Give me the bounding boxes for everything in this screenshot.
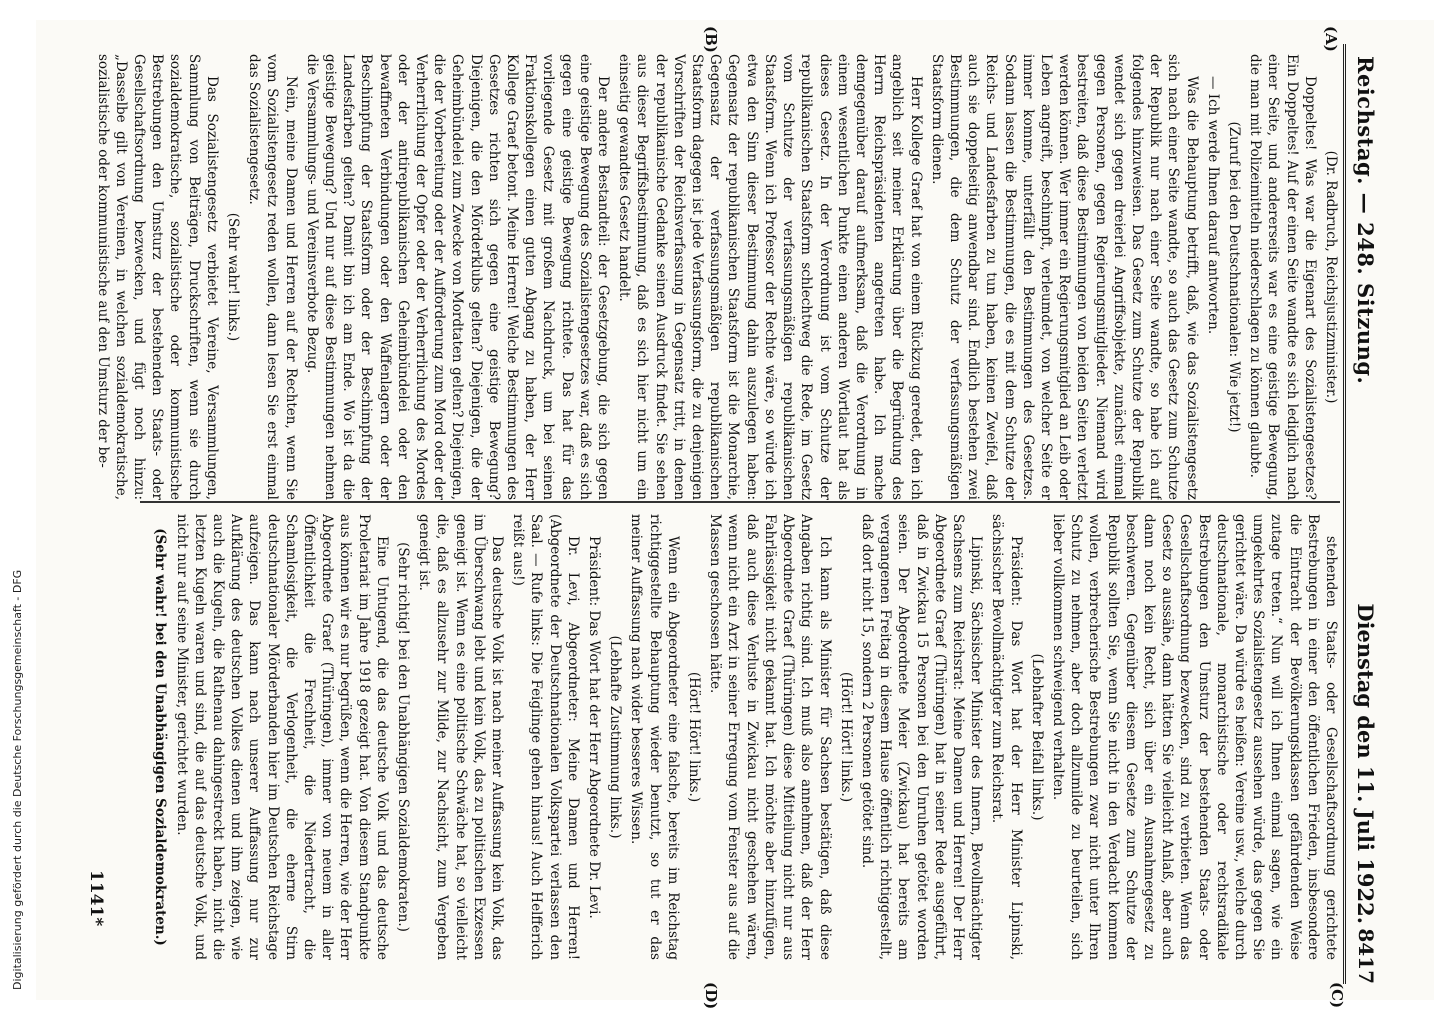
paragraph: Nein, meine Damen und Herren auf der Rechten, wenn Sie vom Sozialistengesetz reden wollen, dann lesen Sie erst einmal das Sozialistengesetz.	[246, 54, 299, 500]
header-date: Dienstag den 11. Juli 1922.	[1353, 603, 1378, 924]
interjection: (Sehr wahr! bei den Unabhängigen Sozialdemokraten.)	[152, 528, 169, 946]
column-rule	[140, 501, 1340, 503]
paragraph: Präsident: Das Wort hat der Herr Minister Lipinski, sächsischer Bevollmächtigter zum Reichsrat.	[989, 514, 1024, 960]
paragraph: Lipinski, Sächsischer Minister des Innern, Bevollmächtigter Sachsens zum Reichsrat: Meine Damen und Herren! Der Herr Abgeordnete Graef (Thüringen) hat in seiner Rede ausgeführt, daß in Zwickau 15 Personen bei den Unruhen getötet worden seien. Der Abgeordnete Meier (Zwickau) hat bereits am vergangenen Freitag in diesem Hause öffentlich richtiggestellt, daß dort nicht 15, sondern 2 Personen getötet sind.	[858, 514, 985, 960]
paragraph: Präsident: Das Wort hat der Herr Abgeordnete Dr. Levi.	[586, 536, 603, 919]
paragraph: — Ich werde Ihnen darauf antworten.	[1204, 76, 1221, 335]
page-number: 8417	[1354, 928, 1378, 984]
paragraph: Was die Behauptung betrifft, daß, wie das Sozialistengesetz sich nach einer Seite wandte, so auch das Gesetz zum Schutze der Republik nur nach einer Seite wandte, so habe ich auf folgendes hinzuweisen. Das Gesetz zum Schutze der Republik wendet sich gegen dreierlei Angriffsobjekte, zunächst einmal gegen Personen, gegen Regierungsmitglieder. Niemand wird bestreiten, daß diese Bestimmungen von beiden Seiten verletzt werden können. Wer immer ein Regierungsmitglied an Leib oder Leben angreift, beschimpft, verleumdet, von welcher Seite er immer komme, unterfällt den Bestimmungen des Gesetzes. Sodann lassen die Bestimmungen, die es mit dem Schutze der Reichs- und Landesfarben zu tun haben, keinen Zweifel, daß auch sie doppelseitig anwendbar sind. Endlich bestehen zwei Bestimmungen, die dem Schutz der verfassungsmäßigen Staatsform dienen.	[928, 54, 1200, 500]
paragraph: Doppeltes! Was war die Eigenart des Sozialistengesetzes? Ein Doppeltes! Auf der einen Seite wandte es sich lediglich nach einer Seite, und andererseits war es eine geistige Bewegung, die man mit Polizeimitteln niederschlagen zu können glaubte.	[1247, 54, 1318, 500]
header-title: Reichstag. — 248. Sitzung.	[1353, 56, 1378, 385]
left-column	[70, 54, 1340, 500]
rotated-page	[36, 20, 1396, 1009]
interjection: (Sehr wahr! links.)	[225, 212, 242, 342]
marker-d: (D)	[702, 982, 720, 1009]
interjection: (Hört! Hört! links.)	[837, 671, 854, 803]
paragraph: Der andere Bestandteil: der Gesetzgebung, die sich gegen eine geistige Bewegung des Sozialistengesetzes war, daß es sich gegen eine geistige Bewegung richtete. Das hat für das vorliegende Gesetz mit großem Nachdruck, um bei seinen Fraktionskollegen einen guten Abgang zu haben, der Herr Kollege Graef betont. Meine Herren! Welche Bestimmungen des Gesetzes richten sich gegen eine geistige Bewegung? Diejenigen, die den Mörderklubs gelten? Diejenigen, die der Geheimbündelei zum Zwecke von Mordtaten gelten? Diejenigen, die der Vorbereitung oder der Aufforderung zum Mord oder der Verherrlichung der Opfer oder der Verherrlichung des Mordes oder der antirepublikanischen Geheimbündelei oder den bewaffneten Verbindungen oder den Waffenlagern oder der Beschimpfung der Staatsform oder der Beschimpfung der Landesfarben gelten? Damit bin ich am Ende. Wo ist da die geistige Bewegung? Und nur auf diese Bestimmungen nehmen die Versammlungs- und Vereinsverbote Bezug.	[303, 54, 612, 500]
marker-b: (B)	[702, 26, 720, 53]
signature-mark: 1141*	[86, 870, 106, 927]
paragraph: Dr. Levi, Abgeordneter: Meine Damen und Herren! (Abgeordnete der Deutschnationalen Volkspartei verlassen den Saal. — Rufe links: Die Feiglinge gehen hinaus! Auch Helfferich reißt aus!)	[510, 514, 581, 960]
credit-text: Digitalisierung gefördert durch die Deutsche Forschungsgemeinschaft - DFG	[11, 569, 24, 990]
interjection: (Lebhafte Zustimmung links.)	[607, 635, 624, 839]
marker-c: (C)	[1328, 982, 1346, 1009]
interjection: (Lebhafter Beifall links.)	[1028, 653, 1045, 821]
paragraph: Wenn ein Abgeordneter eine falsche, bereits im Reichstag richtiggestellte Behauptung wieder benutzt, so tut er das meiner Auffassung nach wider besseres Wissen.	[628, 514, 681, 960]
paragraph: Herr Kollege Graef hat von einem Rückzug geredet, den ich angeblich seit meiner Erklärung über die Begründung des Herrn Reichspräsidenten angetreten habe. Ich mache demgegenüber darauf aufmerksam, daß die Verordnung in einem wesentlichen Punkte einen anderen Wortlaut hat als dieses Gesetz. In der Verordnung ist vom Schutze der republikanischen Staatsform schlechtweg die Rede, im Gesetz vom Schutze der verfassungsmäßigen republikanischen Staatsform. Wenn ich Professor der Rechte wäre, so würde ich etwa den Sinn dieser Bestimmung dahin auszulegen haben: Gegensatz der republikanischen Staatsform ist die Monarchie, Gegensatz der verfassungsmäßigen republikanischen Staatsform dagegen ist jede Verfassungsform, die zu denjenigen Vorschriften der Reichsverfassung in Gegensatz tritt, in denen der republikanische Gedanke seinen Ausdruck findet. Sie sehen aus dieser Begriffsbestimmung, daß es sich hier nicht um ein einseitig gewandtes Gesetz handelt.	[616, 54, 924, 500]
paragraph: Eine Untugend, die das deutsche Volk und das deutsche Proletariat im Jahre 1918 gezeigt hat. Von diesem Standpunkte aus können wir es nur begrüßen, wenn die Herren, wie der Herr Abgeordnete Graef (Thüringen), immer von neuem in aller Öffentlichkeit die Frechheit, die Niedertracht, die Schamlosigkeit, die Verlogenheit, die eherne Stirn deutschnationaler Mörderbanden hier im Deutschen Reichstage aufzeigen. Das kann nach unserer Auffassung nur zur Aufklärung des deutschen Volkes dienen und ihm zeigen, wie auch die Kugeln, die Rathenau dahingestreckt haben, nicht die letzten Kugeln waren und sind, die auf das deutsche Volk, und nicht nur auf seine Minister, gerichtet wurden.	[173, 514, 390, 960]
interjection: (Sehr richtig! bei den Unabhängigen Sozialdemokraten.)	[395, 542, 412, 932]
interjection: (Zuruf bei den Deutschnationalen: Wie jetzt!)	[1225, 121, 1242, 433]
newspaper-page	[36, 20, 1396, 1009]
page-header	[1343, 44, 1386, 984]
paragraph: Das deutsche Volk ist nach meiner Auffassung kein Volk, das im Überschwang lebt und kein Volk, das zu politischen Exzessen geneigt ist. Wenn es eine politische Schwäche hat, so vielleicht die, daß es allzusehr zur Milde, zur Nachsicht, zum Vergeben geneigt ist.	[416, 514, 506, 960]
right-column	[70, 514, 1340, 960]
digitization-credit	[0, 0, 36, 1000]
paragraph: Ich kann als Minister für Sachsen bestätigen, daß diese Angaben richtig sind. Ich muß also annehmen, daß der Herr Abgeordnete Graef (Thüringen) diese Mitteilung nicht nur aus Fahrlässigkeit nicht gekannt hat. Ich möchte aber hinzufügen, daß auch diese Verluste in Zwickau nicht geschehen wären, wenn nicht ein Arzt in seiner Erregung vom Fenster aus auf die Massen geschossen hätte.	[707, 514, 833, 960]
interjection: (Hört! Hört! links.)	[686, 671, 703, 803]
marker-a: (A)	[1322, 26, 1340, 52]
paragraph: Das Sozialistengesetz verbietet Vereine, Versammlungen, Sammlung von Beiträgen, Druckschriften, wenn sie durch sozialdemokratische, sozialistische oder kommunistische Bestrebungen den Umsturz der bestehenden Staats- oder Gesellschaftsordnung bezwecken, und fügt noch hinzu: „Dasselbe gilt von Vereinen, in welchen sozialdemokratische, sozialistische oder kommunistische auf den Umsturz der be-	[94, 54, 220, 500]
paragraph: stehenden Staats- oder Gesellschaftsordnung gerichtete Bestrebungen in einer den öffentlichen Frieden, insbesondere die Eintracht der Bevölkerungsklassen gefährdenden Weise zutage treten.“ Nun will ich Ihnen einmal sagen, wie ein umgekehrtes Sozialistengesetz aussehen würde, das gegen Sie gerichtet wäre. Da würde es heißen: Vereine usw., welche durch deutschnationale, monarchistische oder rechtsradikale Bestrebungen den Umsturz der bestehenden Staats- oder Gesellschaftsordnung bezwecken, sind zu verbieten. Wenn das Gesetz so aussähe, dann hätten Sie vielleicht Anlaß, aber auch dann noch kein Recht, sich über ein Ausnahmegesetz zu beschweren. Gegenüber diesem Gesetze zum Schutze der Republik sollten Sie, wenn Sie nicht in den Verdacht kommen wollen, verbrecherische Bestrebungen zwar nicht unter Ihren Schutz zu nehmen, aber doch allzumilde zu beurteilen, sich lieber vollkommen schweigend verhalten.	[1049, 514, 1339, 960]
speaker-line: (Dr. Radbruch, Reichsjustizminister.)	[1323, 150, 1339, 404]
